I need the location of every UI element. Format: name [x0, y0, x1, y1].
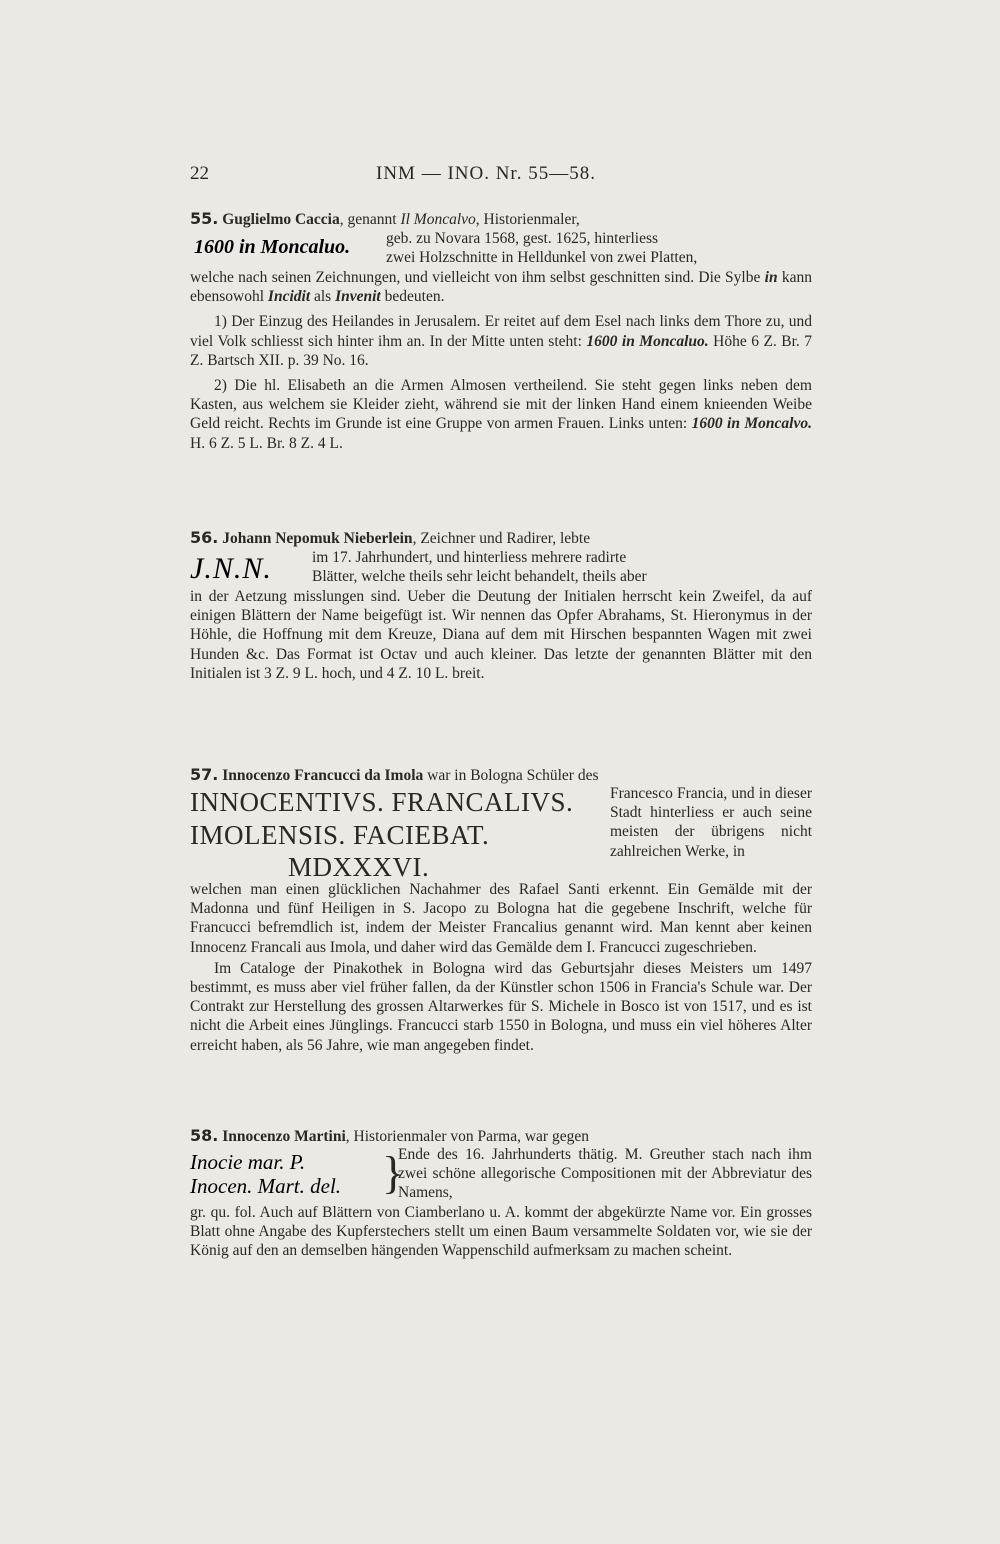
monogram-jnn: J.N.N.	[190, 552, 272, 585]
entry-57-para-2: Im Cataloge der Pinakothek in Bologna wird das Geburtsjahr dieses Meisters um 1497 bestimmt, es muss aber viel früher fallen, da der Künstler schon 1506 in Francia's Schule war. Der Contrakt zur Herstellung des grossen Altarwerkes für S. Michele in Bosco ist von 1517, und es ist nicht die Arbeit eines Jünglings. Francucci starb 1550 in Bologna, und muss ein viel höheres Alter erreicht haben, als 56 Jahre, wie man angegeben findet.	[190, 959, 812, 1054]
inscription-line-3: MDXXXVI.	[288, 852, 430, 882]
entry-text: Blätter, welche theils sehr leicht behandelt, theils aber	[312, 568, 647, 586]
inscription-line-2: IMOLENSIS. FACIEBAT.	[190, 820, 490, 850]
artist-name: Johann Nepomuk Nieberlein	[222, 530, 413, 547]
monogram-1600-moncaluo: 1600 in Moncaluo.	[194, 236, 351, 258]
entry-text: zwei Holzschnitte in Helldunkel von zwei Platten,	[386, 249, 698, 267]
artist-name: Guglielmo Caccia	[222, 211, 340, 228]
entry-text: bedeuten.	[384, 288, 445, 306]
artist-name: Innocenzo Francucci da Imola	[222, 767, 424, 784]
entry-57-body	[190, 880, 812, 1055]
entry-text: im 17. Jahrhundert, und hinterliess mehrere radirte	[312, 549, 627, 566]
running-head: INM — INO. Nr. 55—58.	[376, 163, 596, 184]
entry-55-side	[386, 229, 812, 267]
entry-number: 58.	[190, 1126, 219, 1145]
entry-57-para: welchen man einen glücklichen Nachahmer des Rafael Santi erkennt. Ein Gemälde mit der Madonna und fünf Heiligen in S. Jacopo zu Bologna hat die gegebene Inschrift, welche für Francucci befremdlich ist, indem der Meister Francalius genannt wird. Man kennt aber keinen Innocenz Francali aus Imola, und daher wird das Gemälde dem I. Francucci zugeschrieben.	[190, 881, 812, 956]
entry-text: in	[764, 269, 778, 286]
abbreviation-mark-2: Inocen. Mart. del.	[190, 1174, 342, 1198]
entry-text: , Historienmaler von Parma, war gegen	[345, 1128, 589, 1145]
entry-text: , genannt	[339, 211, 401, 228]
entry-text: war in Bologna Schüler des	[427, 767, 599, 784]
entry-text: H. 6 Z. 5 L. Br. 8 Z. 4 L.	[190, 434, 343, 452]
entry-57	[190, 765, 812, 785]
entry-58-body	[190, 1203, 812, 1261]
entry-text: kann ebensowohl	[190, 269, 813, 306]
entry-text: welche nach seinen Zeichnungen, und vielleicht von ihm selbst geschnitten sind. Die Sylbe	[190, 269, 761, 286]
entry-text: , Zeichner und Radirer, lebte	[412, 530, 591, 547]
entry-56	[190, 528, 812, 548]
entry-56-first-line	[190, 528, 812, 548]
entry-58-first-line	[190, 1126, 812, 1146]
entry-text: 1) Der Einzug des Heilandes in Jerusalem. Er reitet auf dem Esel nach links dem Thore zu, und viel Volk schliesst sich hinter ihm an. In der Mitte unten steht:	[190, 313, 812, 350]
inscription-line-1: INNOCENTIVS. FRANCALIVS.	[190, 787, 574, 817]
entry-text: geb. zu Novara 1568, gest. 1625, hinterliess	[386, 230, 659, 247]
entry-text: Invenit	[335, 288, 381, 306]
entry-number: 57.	[190, 765, 219, 784]
entry-text: 1600 in Moncaluo.	[586, 332, 709, 350]
entry-58	[190, 1126, 812, 1146]
brace-glyph: }	[382, 1147, 405, 1198]
page-header	[190, 163, 812, 189]
entry-55-item-2	[190, 376, 812, 453]
entry-55	[190, 209, 812, 229]
entry-text: , Historienmaler,	[475, 211, 580, 228]
entry-56-body	[190, 587, 812, 683]
artist-name: Innocenzo Martini	[222, 1128, 346, 1145]
entry-text: als	[314, 288, 332, 306]
entry-text: 2) Die hl. Elisabeth an die Armen Almosen vertheilend. Sie steht gegen links neben dem Kasten, aus welchem sie Kleider zieht, während sie mit der linken Hand einem knieenden Weibe Geld reicht. Rechts im Grunde ist eine Gruppe von armen Frauen. Links unten:	[190, 377, 812, 433]
entry-57-side: Francesco Francia, und in dieser Stadt hinterliess er auch seine meisten der übrigens nicht zahlreichen Werke, in	[610, 785, 812, 860]
entry-56-side	[312, 548, 812, 586]
entry-57-first-line	[190, 765, 812, 785]
entry-55-item-1	[190, 312, 812, 370]
entry-56-para: in der Aetzung misslungen sind. Ueber die Deutung der Initialen herrscht kein Zweifel, da auf einigen Blättern der Name beigefügt ist. Wir nennen das Opfer Abrahams, St. Hieronymus in der Höhle, die Hoffnung mit dem Kreuze, Diana auf dem mit Hirschen bespannten Wagen mit zwei Hunden &c. Das Format ist Octav und auch kleiner. Das letzte der genannten Blätter mit den Initialen ist 3 Z. 9 L. hoch, und 4 Z. 10 L. breit.	[190, 588, 812, 682]
entry-55-para	[190, 268, 812, 306]
entry-number: 56.	[190, 528, 219, 547]
entry-text: 1600 in Moncalvo.	[691, 415, 812, 433]
entry-text: Incidit	[267, 288, 311, 306]
entry-55-body	[190, 268, 812, 453]
page-number: 22	[190, 163, 209, 184]
entry-55-first-line	[190, 209, 812, 229]
abbreviation-mark-1: Inocie mar. P.	[190, 1150, 306, 1174]
entry-number: 55.	[190, 209, 219, 228]
artist-alias: Il Moncalvo	[400, 211, 476, 228]
entry-58-para: gr. qu. fol. Auch auf Blättern von Ciamberlano u. A. kommt der abgekürzte Name vor. Ein grosses Blatt ohne Angabe des Kupferstechers stellt um einen Baum versammelte Soldaten vor, wie sie der König auf den an demselben hängenden Wappenschild aufmerksam zu machen scheint.	[190, 1204, 812, 1260]
entry-58-side: Ende des 16. Jahrhunderts thätig. M. Greuther stach nach ihm zwei schöne allegorische Compositionen mit der Abbreviatur des Namens,	[398, 1146, 812, 1202]
entry-text: Höhe 6 Z. Br. 7 Z. Bartsch XII. p. 39 No. 16.	[190, 332, 813, 369]
